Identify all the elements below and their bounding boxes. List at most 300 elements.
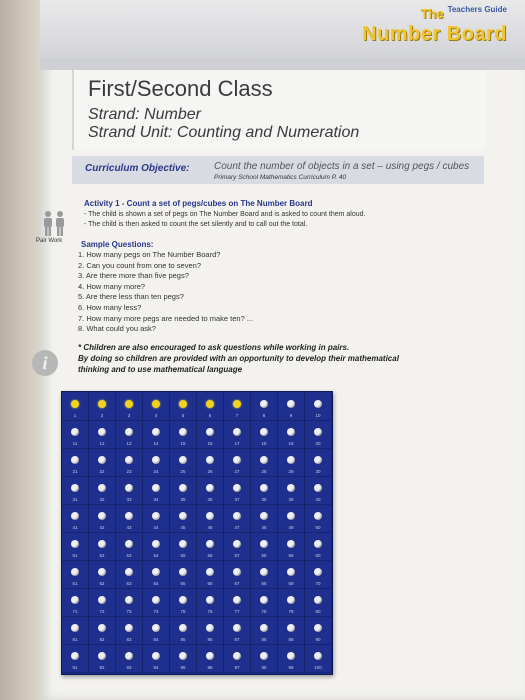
peg-hole <box>152 484 160 492</box>
board-cell <box>197 645 224 673</box>
board-cell <box>251 477 278 505</box>
peg-hole <box>98 540 106 548</box>
peg-hole <box>260 484 268 492</box>
board-cell <box>116 617 143 645</box>
peg-hole <box>233 652 241 660</box>
board-number: 11 <box>72 441 78 446</box>
board-number: 78 <box>261 609 267 614</box>
board-number: 31 <box>72 497 78 502</box>
peg-hole <box>314 568 322 576</box>
board-cell <box>251 645 278 673</box>
board-cell <box>251 393 278 421</box>
sample-questions-title: Sample Questions: <box>81 240 154 249</box>
board-number: 100 <box>314 665 322 670</box>
peg-hole <box>314 652 322 660</box>
question-item: 6. How many less? <box>78 302 142 312</box>
board-cell <box>116 589 143 617</box>
peg-hole <box>206 512 214 520</box>
board-number: 81 <box>72 637 78 642</box>
board-number: 13 <box>126 441 132 446</box>
peg-hole <box>98 652 106 660</box>
peg-hole <box>287 456 295 464</box>
peg-hole <box>179 540 187 548</box>
board-number: 92 <box>99 665 105 670</box>
board-number: 48 <box>261 525 267 530</box>
board-number: 28 <box>261 469 267 474</box>
board-number: 29 <box>288 469 294 474</box>
board-number: 43 <box>126 525 132 530</box>
peg-hole <box>152 652 160 660</box>
board-number: 8 <box>262 413 266 418</box>
board-cell <box>251 617 278 645</box>
board-number: 65 <box>180 581 186 586</box>
board-number: 19 <box>288 441 294 446</box>
board-number: 38 <box>261 497 267 502</box>
peg-hole <box>260 512 268 520</box>
board-cell <box>143 449 170 477</box>
board-cell <box>116 561 143 589</box>
peg-hole <box>71 456 79 464</box>
peg-hole <box>179 484 187 492</box>
board-cell <box>170 589 197 617</box>
peg-hole <box>233 456 241 464</box>
board-cell <box>62 393 89 421</box>
board-number: 88 <box>261 637 267 642</box>
peg-hole <box>152 624 160 632</box>
question-item: 1. How many pegs on The Number Board? <box>78 250 221 259</box>
yellow-peg <box>152 400 160 408</box>
board-number: 49 <box>288 525 294 530</box>
board-cell <box>62 561 89 589</box>
board-cell <box>89 505 116 533</box>
board-number: 10 <box>315 413 321 418</box>
board-cell <box>224 617 251 645</box>
board-cell <box>143 645 170 673</box>
board-cell <box>305 533 332 561</box>
peg-hole <box>206 428 214 436</box>
board-cell <box>278 393 305 421</box>
board-number: 32 <box>99 497 105 502</box>
question-list <box>78 250 253 335</box>
peg-hole <box>260 652 268 660</box>
board-cell <box>197 505 224 533</box>
board-number: 12 <box>99 441 105 446</box>
board-number: 1 <box>73 413 77 418</box>
board-cell <box>197 533 224 561</box>
peg-hole <box>98 568 106 576</box>
peg-hole <box>206 652 214 660</box>
board-number: 63 <box>126 581 132 586</box>
board-number: 45 <box>180 525 186 530</box>
board-number: 55 <box>180 553 186 558</box>
board-cell <box>305 617 332 645</box>
question-item: 8. What could you ask? <box>78 324 156 334</box>
board-cell <box>89 589 116 617</box>
board-number: 46 <box>207 525 213 530</box>
peg-hole <box>287 540 295 548</box>
peg-hole <box>260 428 268 436</box>
board-cell <box>170 421 197 449</box>
board-cell <box>170 533 197 561</box>
board-cell <box>170 561 197 589</box>
peg-hole <box>125 568 133 576</box>
peg-hole <box>71 652 79 660</box>
board-cell <box>116 505 143 533</box>
board-number: 74 <box>153 609 159 614</box>
peg-hole <box>206 624 214 632</box>
board-cell <box>305 561 332 589</box>
board-number: 75 <box>180 609 186 614</box>
board-cell <box>197 449 224 477</box>
peg-hole <box>287 596 295 604</box>
board-number: 41 <box>72 525 78 530</box>
peg-hole <box>71 512 79 520</box>
board-number: 66 <box>207 581 213 586</box>
board-number: 59 <box>288 553 294 558</box>
peg-hole <box>179 596 187 604</box>
board-cell <box>224 477 251 505</box>
board-number: 68 <box>261 581 267 586</box>
board-cell <box>89 645 116 673</box>
strand-unit-heading: Strand Unit: Counting and Numeration <box>88 124 360 141</box>
board-cell <box>305 477 332 505</box>
question-item: 7. How many more pegs are needed to make ten? ... <box>78 313 254 323</box>
board-number: 90 <box>315 637 321 642</box>
board-number: 60 <box>315 553 321 558</box>
board-number: 40 <box>315 497 321 502</box>
board-cell <box>143 617 170 645</box>
peg-hole <box>233 540 241 548</box>
board-number: 80 <box>315 609 321 614</box>
board-number: 2 <box>100 413 104 418</box>
yellow-peg <box>125 400 133 408</box>
board-cell <box>224 393 251 421</box>
board-cell <box>89 561 116 589</box>
peg-hole <box>287 568 295 576</box>
peg-hole <box>71 568 79 576</box>
peg-hole <box>314 428 322 436</box>
question-item: 3. Are there more than five pegs? <box>78 271 189 281</box>
board-cell <box>89 449 116 477</box>
board-number: 77 <box>234 609 240 614</box>
board-number: 37 <box>234 497 240 502</box>
board-cell <box>278 589 305 617</box>
board-number: 99 <box>288 665 294 670</box>
objective-text: Count the number of objects in a set – using pegs / cubes <box>214 161 470 172</box>
board-cell <box>62 477 89 505</box>
board-number: 84 <box>153 637 159 642</box>
board-cell <box>278 477 305 505</box>
strand-heading: Strand: Number <box>88 106 201 123</box>
peg-hole <box>206 596 214 604</box>
board-number: 61 <box>72 581 78 586</box>
peg-hole <box>179 456 187 464</box>
board-cell <box>89 477 116 505</box>
board-cell <box>224 533 251 561</box>
board-number: 64 <box>153 581 159 586</box>
yellow-peg <box>71 400 79 408</box>
board-number: 33 <box>126 497 132 502</box>
pair-work-label: Pair Work <box>36 238 63 244</box>
note-line: * Children are also encouraged to ask questions while working in pairs. <box>78 343 350 352</box>
board-number: 34 <box>153 497 159 502</box>
board-number: 39 <box>288 497 294 502</box>
peg-hole <box>98 428 106 436</box>
board-number: 96 <box>207 665 213 670</box>
board-number: 69 <box>288 581 294 586</box>
peg-hole <box>260 400 268 408</box>
peg-hole <box>179 652 187 660</box>
board-number: 71 <box>72 609 78 614</box>
board-cell <box>170 477 197 505</box>
board-cell <box>305 645 332 673</box>
board-cell <box>197 589 224 617</box>
board-cell <box>224 561 251 589</box>
peg-hole <box>71 540 79 548</box>
board-cell <box>305 589 332 617</box>
board-cell <box>170 393 197 421</box>
board-cell <box>62 589 89 617</box>
board-number: 89 <box>288 637 294 642</box>
board-number: 57 <box>234 553 240 558</box>
peg-hole <box>260 456 268 464</box>
yellow-peg <box>98 400 106 408</box>
peg-hole <box>125 512 133 520</box>
peg-hole <box>125 484 133 492</box>
info-icon: i <box>32 350 58 376</box>
board-number: 4 <box>154 413 158 418</box>
activity-line: - The child is shown a set of pegs on The Number Board and is asked to count them aloud. <box>84 211 366 218</box>
peg-hole <box>314 540 322 548</box>
board-number: 5 <box>181 413 185 418</box>
board-number: 54 <box>153 553 159 558</box>
board-cell <box>62 533 89 561</box>
peg-hole <box>260 596 268 604</box>
peg-hole <box>233 484 241 492</box>
peg-hole <box>125 596 133 604</box>
board-cell <box>143 505 170 533</box>
board-number: 6 <box>208 413 212 418</box>
board-cell <box>116 533 143 561</box>
peg-hole <box>233 624 241 632</box>
board-number: 17 <box>234 441 240 446</box>
peg-hole <box>314 624 322 632</box>
peg-hole <box>233 568 241 576</box>
peg-hole <box>260 568 268 576</box>
board-cell <box>170 617 197 645</box>
board-number: 26 <box>207 469 213 474</box>
peg-hole <box>206 540 214 548</box>
peg-hole <box>287 652 295 660</box>
number-board-logo: The $^{Teachers Guide}$ Number Board <box>362 5 507 45</box>
board-cell <box>305 421 332 449</box>
board-cell <box>143 533 170 561</box>
board-cell <box>116 421 143 449</box>
board-number: 98 <box>261 665 267 670</box>
peg-hole <box>98 624 106 632</box>
peg-hole <box>152 456 160 464</box>
yellow-peg <box>233 400 241 408</box>
board-number: 50 <box>315 525 321 530</box>
board-number: 3 <box>127 413 131 418</box>
peg-hole <box>152 596 160 604</box>
board-number: 22 <box>99 469 105 474</box>
board-cell <box>170 449 197 477</box>
board-number: 62 <box>99 581 105 586</box>
peg-hole <box>125 540 133 548</box>
board-number: 58 <box>261 553 267 558</box>
board-cell <box>278 561 305 589</box>
board-cell <box>116 449 143 477</box>
board-number: 86 <box>207 637 213 642</box>
yellow-peg <box>179 400 187 408</box>
board-cell <box>278 421 305 449</box>
board-number: 16 <box>207 441 213 446</box>
peg-hole <box>125 652 133 660</box>
board-cell <box>251 589 278 617</box>
activity-title: Activity 1 - Count a set of pegs/cubes on The Number Board <box>84 199 313 208</box>
board-cell <box>224 645 251 673</box>
board-number: 79 <box>288 609 294 614</box>
board-cell <box>251 421 278 449</box>
peg-hole <box>98 596 106 604</box>
board-number: 21 <box>72 469 78 474</box>
peg-hole <box>287 624 295 632</box>
peg-hole <box>314 596 322 604</box>
peg-hole <box>314 400 322 408</box>
peg-hole <box>260 540 268 548</box>
board-cell <box>62 421 89 449</box>
board-cell <box>251 505 278 533</box>
peg-hole <box>98 512 106 520</box>
peg-hole <box>233 512 241 520</box>
peg-hole <box>233 428 241 436</box>
board-cell <box>305 393 332 421</box>
board-number: 27 <box>234 469 240 474</box>
peg-hole <box>98 456 106 464</box>
board-cell <box>305 449 332 477</box>
peg-hole <box>71 596 79 604</box>
board-cell <box>278 505 305 533</box>
board-number: 20 <box>315 441 321 446</box>
board-cell <box>197 617 224 645</box>
board-cell <box>116 477 143 505</box>
pair-work-icon <box>41 210 67 238</box>
board-number: 87 <box>234 637 240 642</box>
board-number: 83 <box>126 637 132 642</box>
board-cell <box>143 393 170 421</box>
question-item: 5. Are there less than ten pegs? <box>78 292 184 302</box>
board-cell <box>143 589 170 617</box>
board-number: 91 <box>72 665 78 670</box>
peg-hole <box>233 596 241 604</box>
board-number: 72 <box>99 609 105 614</box>
peg-hole <box>152 428 160 436</box>
board-cell <box>224 589 251 617</box>
page-title: First/Second Class <box>88 76 273 101</box>
board-cell <box>251 561 278 589</box>
board-cell <box>224 505 251 533</box>
board-cell <box>89 393 116 421</box>
board-cell <box>89 617 116 645</box>
board-number: 30 <box>315 469 321 474</box>
board-number: 95 <box>180 665 186 670</box>
board-cell <box>170 505 197 533</box>
board-number: 67 <box>234 581 240 586</box>
board-cell <box>143 561 170 589</box>
board-cell <box>170 645 197 673</box>
peg-hole <box>71 624 79 632</box>
peg-hole <box>152 540 160 548</box>
board-number: 18 <box>261 441 267 446</box>
peg-hole <box>206 484 214 492</box>
board-cell <box>62 617 89 645</box>
board-number: 15 <box>180 441 186 446</box>
board-cell <box>197 561 224 589</box>
board-number: 93 <box>126 665 132 670</box>
board-number: 70 <box>315 581 321 586</box>
board-number: 23 <box>126 469 132 474</box>
binding-shadow <box>0 0 42 700</box>
peg-hole <box>287 400 295 408</box>
header-band <box>40 0 525 58</box>
board-cell <box>224 449 251 477</box>
objective-label: Curriculum Objective: <box>85 163 190 174</box>
board-cell <box>278 533 305 561</box>
board-cell <box>278 449 305 477</box>
peg-hole <box>260 624 268 632</box>
peg-hole <box>314 512 322 520</box>
peg-hole <box>179 512 187 520</box>
board-number: 24 <box>153 469 159 474</box>
board-number: 42 <box>99 525 105 530</box>
peg-hole <box>287 428 295 436</box>
board-cell <box>62 645 89 673</box>
board-cell <box>251 533 278 561</box>
objective-source: Primary School Mathematics Curriculum P. 40 <box>214 174 347 181</box>
peg-hole <box>206 568 214 576</box>
board-number: 56 <box>207 553 213 558</box>
note-line: By doing so children are provided with an opportunity to develop their mathematical <box>78 354 399 363</box>
peg-hole <box>206 456 214 464</box>
peg-hole <box>152 568 160 576</box>
board-cell <box>143 477 170 505</box>
peg-hole <box>179 624 187 632</box>
board-number: 97 <box>234 665 240 670</box>
board-cell <box>62 505 89 533</box>
board-cell <box>143 421 170 449</box>
board-number: 7 <box>235 413 239 418</box>
board-number: 76 <box>207 609 213 614</box>
board-number: 53 <box>126 553 132 558</box>
board-cell <box>197 393 224 421</box>
peg-hole <box>179 568 187 576</box>
board-cell <box>116 393 143 421</box>
peg-hole <box>71 428 79 436</box>
board-cell <box>197 421 224 449</box>
pair-note <box>78 342 458 375</box>
yellow-peg <box>206 400 214 408</box>
activity-line: - The child is then asked to count the set silently and to call out the total. <box>84 221 308 228</box>
board-cell <box>89 533 116 561</box>
board-cell <box>251 449 278 477</box>
board-number: 82 <box>99 637 105 642</box>
peg-hole <box>287 484 295 492</box>
board-number: 35 <box>180 497 186 502</box>
peg-hole <box>314 456 322 464</box>
peg-hole <box>314 484 322 492</box>
peg-hole <box>98 484 106 492</box>
